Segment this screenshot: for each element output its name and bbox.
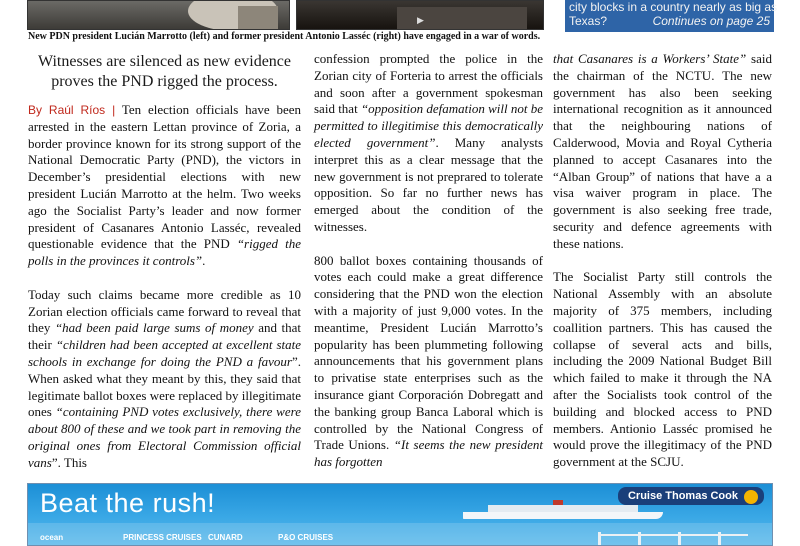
ad-logo-strip	[28, 523, 772, 545]
paragraph: Today such claims became more credible as 10 Zorian election officials came forward to reveal that they “had been paid large sums of money and that their “children had been accepted at excellent state schools in exchange for doing the PND a favour”. When asked what they meant by this, they said that legitimate ballot boxes were replaced by illegitimate ones “containing PND votes exclusively, there were about 800 of these and we took part in removing the original ones from Electoral Commission official vans”. This	[28, 286, 302, 470]
article-headline: Witnesses are silenced as new evidence proves the PND rigged the process.	[37, 53, 292, 90]
photo-caption: New PDN president Lucián Marrotto (left) and former president Antonio Lasséc (right) have engaged in a war of words.	[28, 31, 541, 42]
quote: “opposition defamation will not be permitted to illegitimise this democratically elected government”	[314, 101, 543, 150]
quote: “It seems the new president has forgotten	[314, 437, 543, 470]
continued-link[interactable]: Continues on page 25	[652, 14, 770, 28]
article-column-1	[28, 102, 301, 472]
cruise-ship-image	[463, 501, 663, 519]
sidebar-teaser	[565, 0, 778, 32]
quote: “containing PND votes exclusively, there were about 800 of these and we took part in removing the original ones from Electoral Commission official vans	[28, 404, 301, 470]
paragraph: that Casanares is a Workers’ State” said the chairman of the NCTU. The new government has also been seeking international recognition as it announced that the neighbouring nations of Calderwood, Movia and Royal Cytheria planned to accept Casanares into the “Alban Group” of nations that have a a visa waiver program in place. The government is also seeking free trade, security and defence agreements with these nations.	[553, 51, 772, 251]
paragraph: 800 ballot boxes containing thousands of votes each could make a great difference considering that the PND won the election with a majority of just 9,000 votes. In the meantime, President Lucián Marrotto’s popularity has been plummeting following announcements that his government plans to privatise state enterprises such as the insurance giant Corporación Dobregatt and the banking group Banca Laboral which is controlled by the National Congress of Trade Unions. “It seems the new president has forgotten	[314, 252, 543, 470]
ad-logo: CUNARD	[208, 533, 243, 542]
play-icon: ▶	[417, 16, 424, 26]
sidebar-line1: city blocks in a country nearly as big as	[569, 0, 778, 14]
quote: “had been paid large sums of money	[54, 320, 254, 336]
quote: that Casanares is a Workers’ State”	[553, 51, 747, 66]
paragraph: The Socialist Party still controls the National Assembly with an absolute majority of 375 members, including coallition partners. This has caused the collapse of several acts and bills, including the 2009 National Budget Bill which failed to make it through the NA after the Socialists took control of the building and blocked access to PND members. Antionio Lasséc promised he would prove the illegitimacy of the PND government at the SCJU.	[553, 269, 772, 470]
photo-lassec	[296, 0, 544, 30]
cruise-ad-banner[interactable]	[27, 483, 773, 546]
quote: “rigged the polls in the provinces it controls”	[28, 236, 301, 269]
sidebar-line2: Texas?	[569, 14, 608, 28]
photo-marrotto	[27, 0, 290, 30]
ad-logo: P&O CRUISES	[278, 533, 334, 542]
article-column-3	[553, 51, 772, 471]
article-column-2	[314, 51, 543, 471]
ad-logo: ocean	[40, 533, 64, 542]
quote: “children had been accepted at excellent state schools in exchange for doing the PND a favour	[28, 337, 301, 369]
ad-brand-logo: Cruise Thomas Cook	[618, 487, 764, 505]
ad-title: Beat the rush!	[40, 488, 216, 518]
globe-icon	[744, 490, 758, 504]
ad-logo: PRINCESS CRUISES	[123, 533, 202, 542]
paragraph: confession prompted the police in the Zorian city of Forteria to arrest the officials and soon after a government spokesman said that “opposition defamation will not be permitted to illegitimise this democratically elected government”. Many analysts interpret this as a clear message that the new government is not preprared to tolerate opposition. So far no further news has emerged about the condition of the witnesses.	[314, 51, 543, 234]
byline: By Raúl Ríos |	[28, 103, 116, 117]
paragraph: By Raúl Ríos | Ten election officials have been arrested in the eastern Lettan province of Zoria, a border province known for its strong support of the National Democratic Party (PND), the victors in December’s presidential elections with new president Lucián Marrotto at the helm. Two weeks ago the Socialist Party’s leader and now former president of Casanares Antonio Lasséc, revealed questionable evidence that the PND “rigged the polls in the provinces it controls”.	[28, 102, 302, 269]
